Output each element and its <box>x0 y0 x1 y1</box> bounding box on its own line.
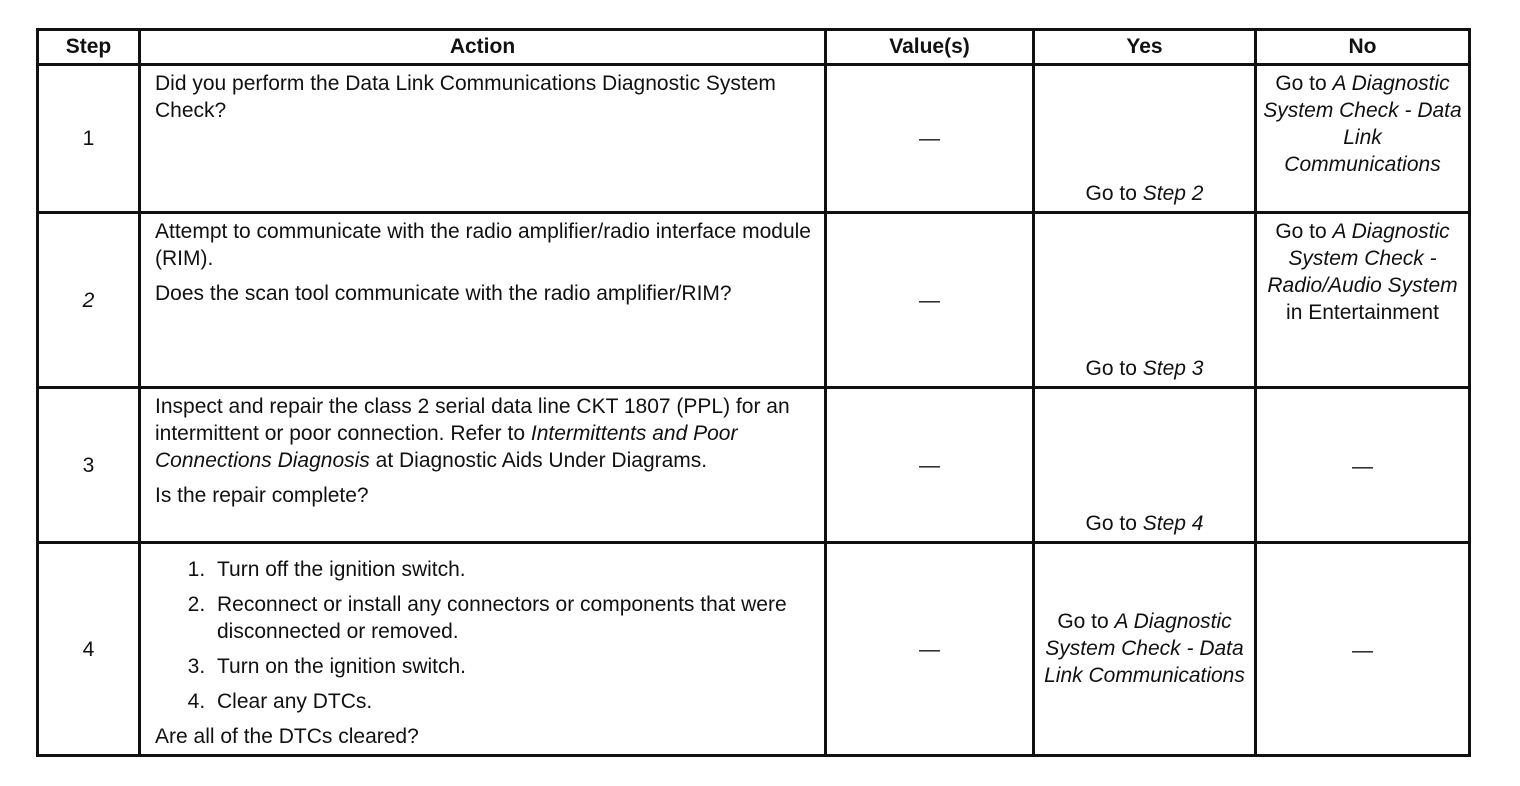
header-row <box>38 30 1470 65</box>
action-reference-link[interactable]: Intermittents and Poor Connections Diagnosis <box>155 422 738 472</box>
no-cell: — <box>1256 388 1470 543</box>
value-cell: — <box>826 65 1034 213</box>
action-text-tail: at Diagnostic Aids Under Diagrams. <box>375 449 708 472</box>
table-row <box>38 65 1470 213</box>
value-cell: — <box>826 388 1034 543</box>
action-text <box>155 393 814 474</box>
yes-cell <box>1034 213 1256 388</box>
value-cell: — <box>826 213 1034 388</box>
action-question: Is the repair complete? <box>155 484 369 507</box>
no-link[interactable]: A Diagnostic System Check - Radio/Audio System <box>1267 220 1458 297</box>
yes-cell <box>1034 388 1256 543</box>
step-number: 1 <box>38 65 140 213</box>
no-prefix: Go to <box>1275 72 1327 95</box>
step-number: 3 <box>38 388 140 543</box>
no-link[interactable]: A Diagnostic System Check - Data Link Communications <box>1263 72 1462 176</box>
no-prefix: Go to <box>1275 220 1327 243</box>
value-cell: — <box>826 543 1034 756</box>
action-cell <box>140 65 826 213</box>
list-item: 2. Reconnect or install any connectors or components that were disconnected or removed. <box>211 591 814 645</box>
no-suffix: in Entertainment <box>1286 301 1439 324</box>
action-text: Attempt to communicate with the radio amplifier/radio interface module (RIM). <box>155 220 811 270</box>
yes-link[interactable]: Step 4 <box>1142 512 1204 535</box>
table-row <box>38 388 1470 543</box>
no-cell <box>1256 213 1470 388</box>
action-text-main: Inspect and repair the class 2 serial data line CKT 1807 (PPL) for an intermittent or poor connection. Refer to <box>155 395 790 445</box>
action-text: Did you perform the Data Link Communications Diagnostic System Check? <box>155 72 776 122</box>
yes-link[interactable]: A Diagnostic System Check - Data Link Communications <box>1044 609 1245 687</box>
header-step: Step <box>38 30 140 65</box>
yes-link[interactable]: Step 2 <box>1142 182 1204 205</box>
list-item: 4. Clear any DTCs. <box>211 688 814 715</box>
no-cell <box>1256 65 1470 213</box>
list-item: 3. Turn on the ignition switch. <box>211 653 814 680</box>
yes-cell <box>1034 543 1256 756</box>
header-no: No <box>1256 30 1470 65</box>
no-cell: — <box>1256 543 1470 756</box>
header-yes: Yes <box>1034 30 1256 65</box>
action-question: Are all of the DTCs cleared? <box>155 725 419 748</box>
list-item: 1. Turn off the ignition switch. <box>211 556 814 583</box>
action-cell <box>140 388 826 543</box>
yes-prefix: Go to <box>1057 609 1109 633</box>
step-number: 2 <box>38 213 140 388</box>
step-number: 4 <box>38 543 140 756</box>
table-row <box>38 543 1470 756</box>
action-cell <box>140 543 826 756</box>
yes-prefix: Go to <box>1085 512 1137 535</box>
header-values: Value(s) <box>826 30 1034 65</box>
yes-cell <box>1034 65 1256 213</box>
action-question: Does the scan tool communicate with the radio amplifier/RIM? <box>155 282 732 305</box>
action-cell <box>140 213 826 388</box>
yes-prefix: Go to <box>1085 182 1137 205</box>
table-row <box>38 213 1470 388</box>
yes-prefix: Go to <box>1085 357 1137 380</box>
yes-link[interactable]: Step 3 <box>1142 357 1204 380</box>
header-action: Action <box>140 30 826 65</box>
action-steps-list <box>155 556 814 715</box>
diagnostic-table <box>36 28 1471 757</box>
